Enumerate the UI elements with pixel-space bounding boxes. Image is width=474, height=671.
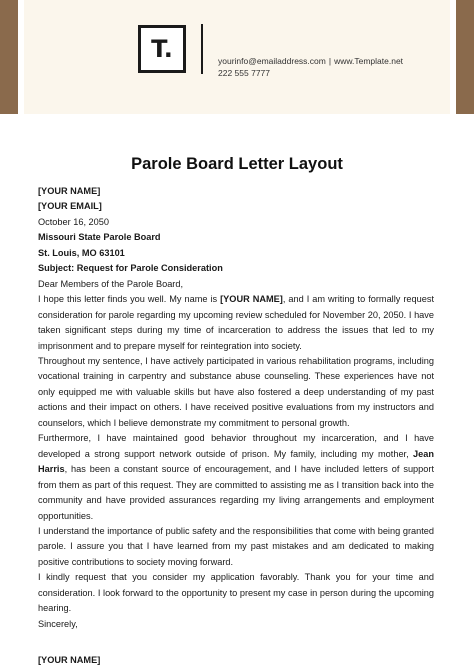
- paragraph-support-start: Furthermore, I have maintained good behavior throughout my incarceration, and I have developed a strong support network outside of prison. My family, including my mother,: [38, 433, 434, 459]
- paragraph-rehabilitation: Throughout my sentence, I have actively participated in various rehabilitation programs, including vocational training in carpentry and substance abuse counseling. These experiences have not only equipped me with valuable skills but have also fostered a deep understanding of my past actions and their impact on others. I have received positive evaluations from my instructors and counselors, which I believe demonstrate my commitment to personal growth.: [38, 355, 434, 428]
- contact-email: yourinfo@emailaddress.com: [218, 56, 326, 66]
- header-divider: [201, 24, 203, 74]
- signature-name: [YOUR NAME]: [38, 655, 101, 666]
- paragraph-support-rest: , has been a constant source of encouragement, and I have included letters of support from them as part of this request. They are committed to assisting me as I transition back into the community and have provided assurances regarding my living arrangements and employment opportunities.: [38, 464, 434, 521]
- paragraph-support-network: [38, 431, 434, 524]
- recipient-location: St. Louis, MO 63101: [38, 247, 125, 258]
- sender-name: [YOUR NAME]: [38, 186, 101, 196]
- contact-info: [218, 56, 403, 79]
- signature-space: [38, 632, 434, 653]
- paragraph-introduction-start: I hope this letter finds you well. My name is: [38, 294, 221, 305]
- letter-body: [38, 184, 434, 669]
- right-decorative-bar: [456, 0, 474, 114]
- letterhead: [24, 0, 450, 114]
- sender-email: [YOUR EMAIL]: [38, 201, 102, 212]
- letter-subject: Subject: Request for Parole Consideration: [38, 263, 223, 274]
- paragraph-public-safety: I understand the importance of public safety and the responsibilities that come with being granted parole. I assure you that I have learned from my past mistakes and am dedicated to making positive contributions to society moving forward.: [38, 525, 434, 567]
- recipient-organization: Missouri State Parole Board: [38, 232, 161, 243]
- footer-link-fragments: [170, 664, 310, 666]
- closing: Sincerely,: [38, 618, 78, 629]
- company-logo: [138, 25, 186, 73]
- contact-website: www.Template.net: [334, 56, 404, 66]
- contact-separator: |: [328, 56, 332, 66]
- salutation: Dear Members of the Parole Board,: [38, 278, 184, 289]
- page-title: Parole Board Letter Layout: [131, 155, 343, 173]
- paragraph-introduction: [38, 292, 434, 354]
- paragraph-support-name: Jean Harris: [38, 448, 434, 475]
- letter-date: October 16, 2050: [38, 216, 109, 227]
- paragraph-request: I kindly request that you consider my application favorably. Thank you for your time and consideration. I look forward to the opportunity to present my case in person during the upcoming hearing.: [38, 572, 434, 614]
- paragraph-introduction-rest: , and I am writing to formally request consideration for parole regarding my upcoming review scheduled for November 20, 2050. I have taken significant steps during my time of incarceration to address the issues that led to my imprisonment and to prepare myself for reintegration into society.: [38, 294, 434, 351]
- contact-phone: 222 555 7777: [218, 67, 270, 78]
- left-decorative-bar: [0, 0, 18, 114]
- paragraph-introduction-name: [YOUR NAME]: [220, 294, 283, 305]
- logo-text: T.: [151, 35, 173, 63]
